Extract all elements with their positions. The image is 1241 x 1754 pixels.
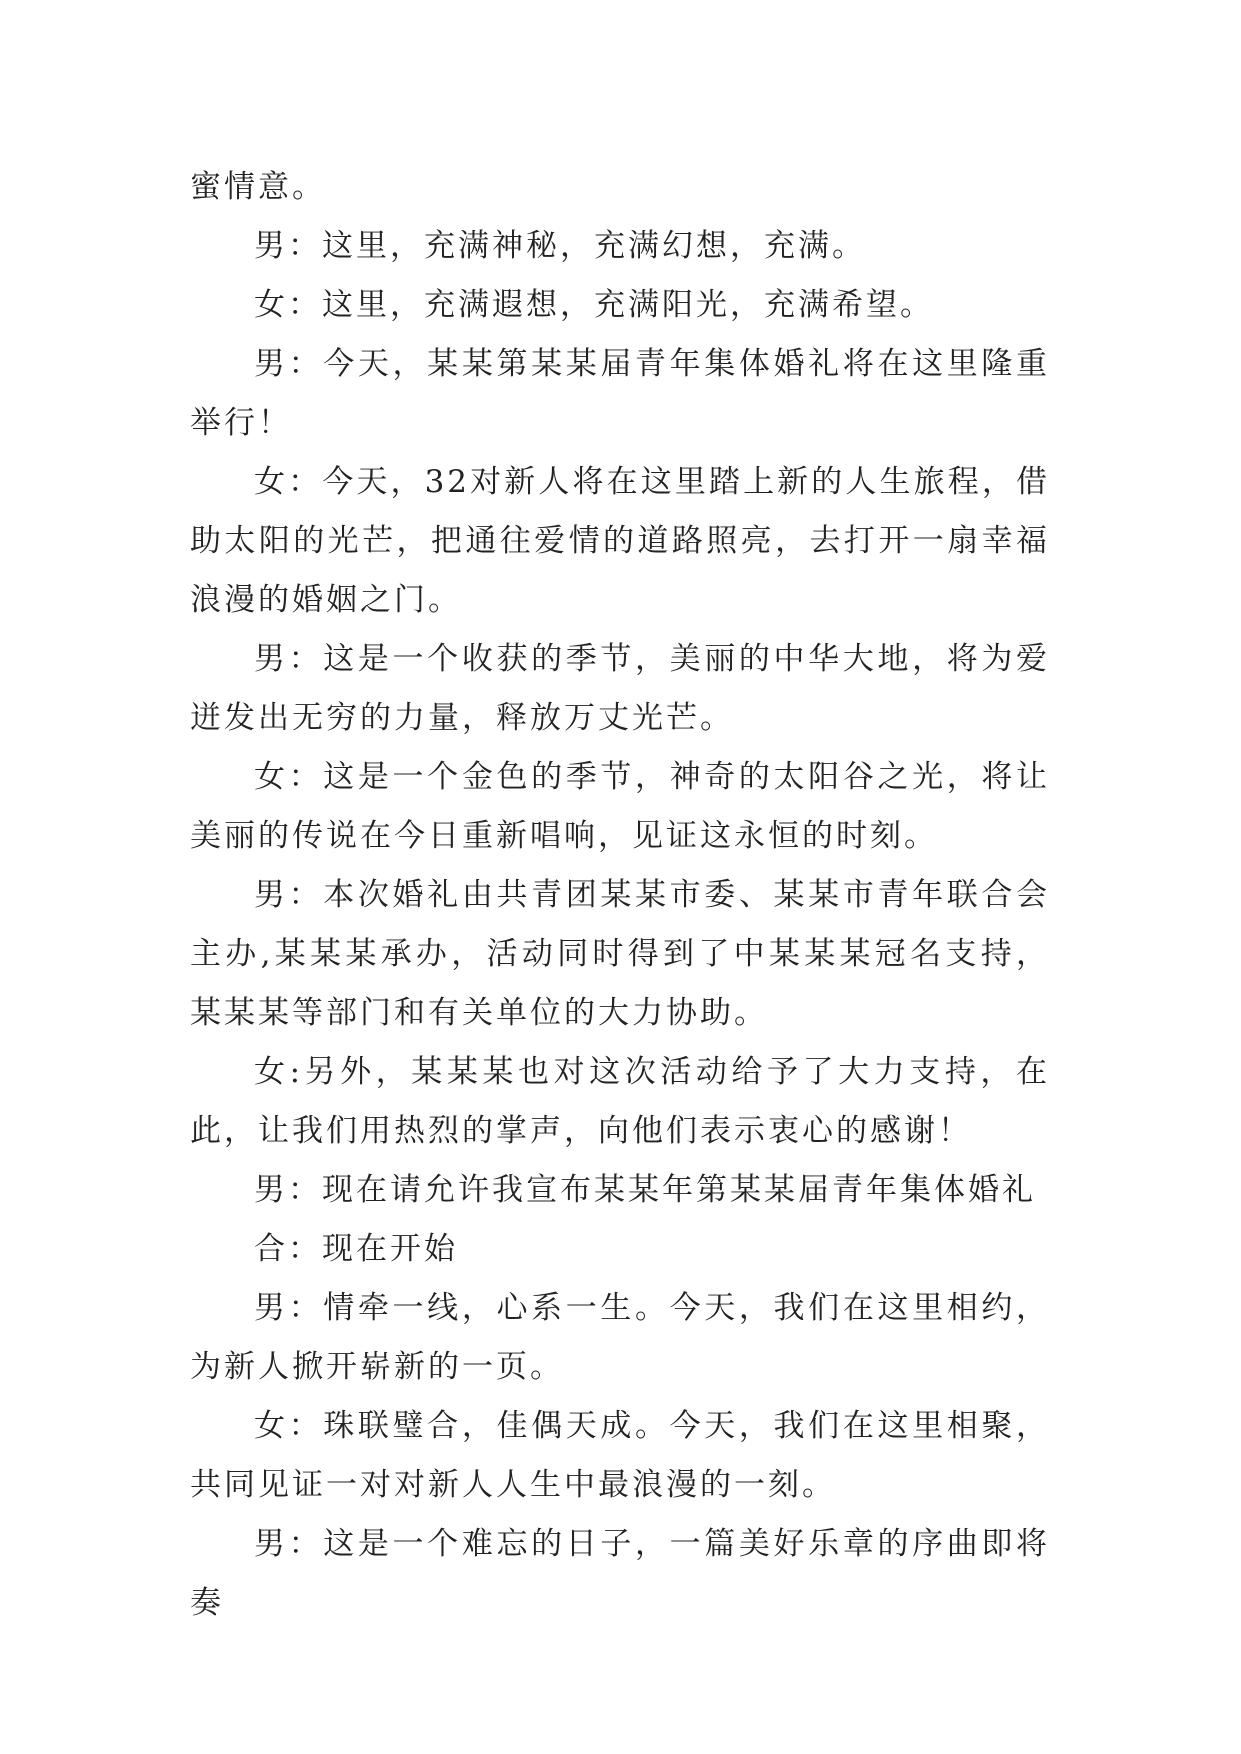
paragraph: 男：现在请允许我宣布某某年第某某届青年集体婚礼: [254, 1172, 1036, 1208]
paragraph: 女：今天，32对新人将在这里踏上新的人生旅程，借助太阳的光芒，把通往爱情的道路照亮，去打开一扇幸福浪漫的婚姻之门。: [190, 464, 1050, 618]
paragraph: 男：今天，某某第某某届青年集体婚礼将在这里隆重举行！: [190, 346, 1050, 441]
paragraph: 男：这是一个难忘的日子，一篇美好乐章的序曲即将奏: [190, 1526, 1050, 1621]
paragraph: 男：情牵一线，心系一生。今天，我们在这里相约，为新人掀开崭新的一页。: [190, 1290, 1050, 1385]
paragraph: 女：珠联璧合，佳偶天成。今天，我们在这里相聚，共同见证一对对新人人生中最浪漫的一刻。: [190, 1408, 1050, 1503]
paragraph: 蜜情意。: [190, 169, 326, 205]
paragraph: 女：这是一个金色的季节，神奇的太阳谷之光，将让美丽的传说在今日重新唱响，见证这永恒的时刻。: [190, 759, 1050, 854]
document-body: [190, 158, 1050, 1633]
paragraph: 合：现在开始: [254, 1231, 458, 1267]
paragraph: 男：这里，充满神秘，充满幻想，充满。: [254, 228, 866, 264]
paragraph: 女:另外，某某某也对这次活动给予了大力支持，在此，让我们用热烈的掌声，向他们表示衷心的感谢！: [190, 1054, 1050, 1149]
paragraph: 女：这里，充满遐想，充满阳光，充满希望。: [254, 287, 934, 323]
paragraph: 男：本次婚礼由共青团某某市委、某某市青年联合会主办,某某某承办，活动同时得到了中某某某冠名支持，某某某等部门和有关单位的大力协助。: [190, 877, 1050, 1031]
paragraph: 男：这是一个收获的季节，美丽的中华大地，将为爱迸发出无穷的力量，释放万丈光芒。: [190, 641, 1050, 736]
